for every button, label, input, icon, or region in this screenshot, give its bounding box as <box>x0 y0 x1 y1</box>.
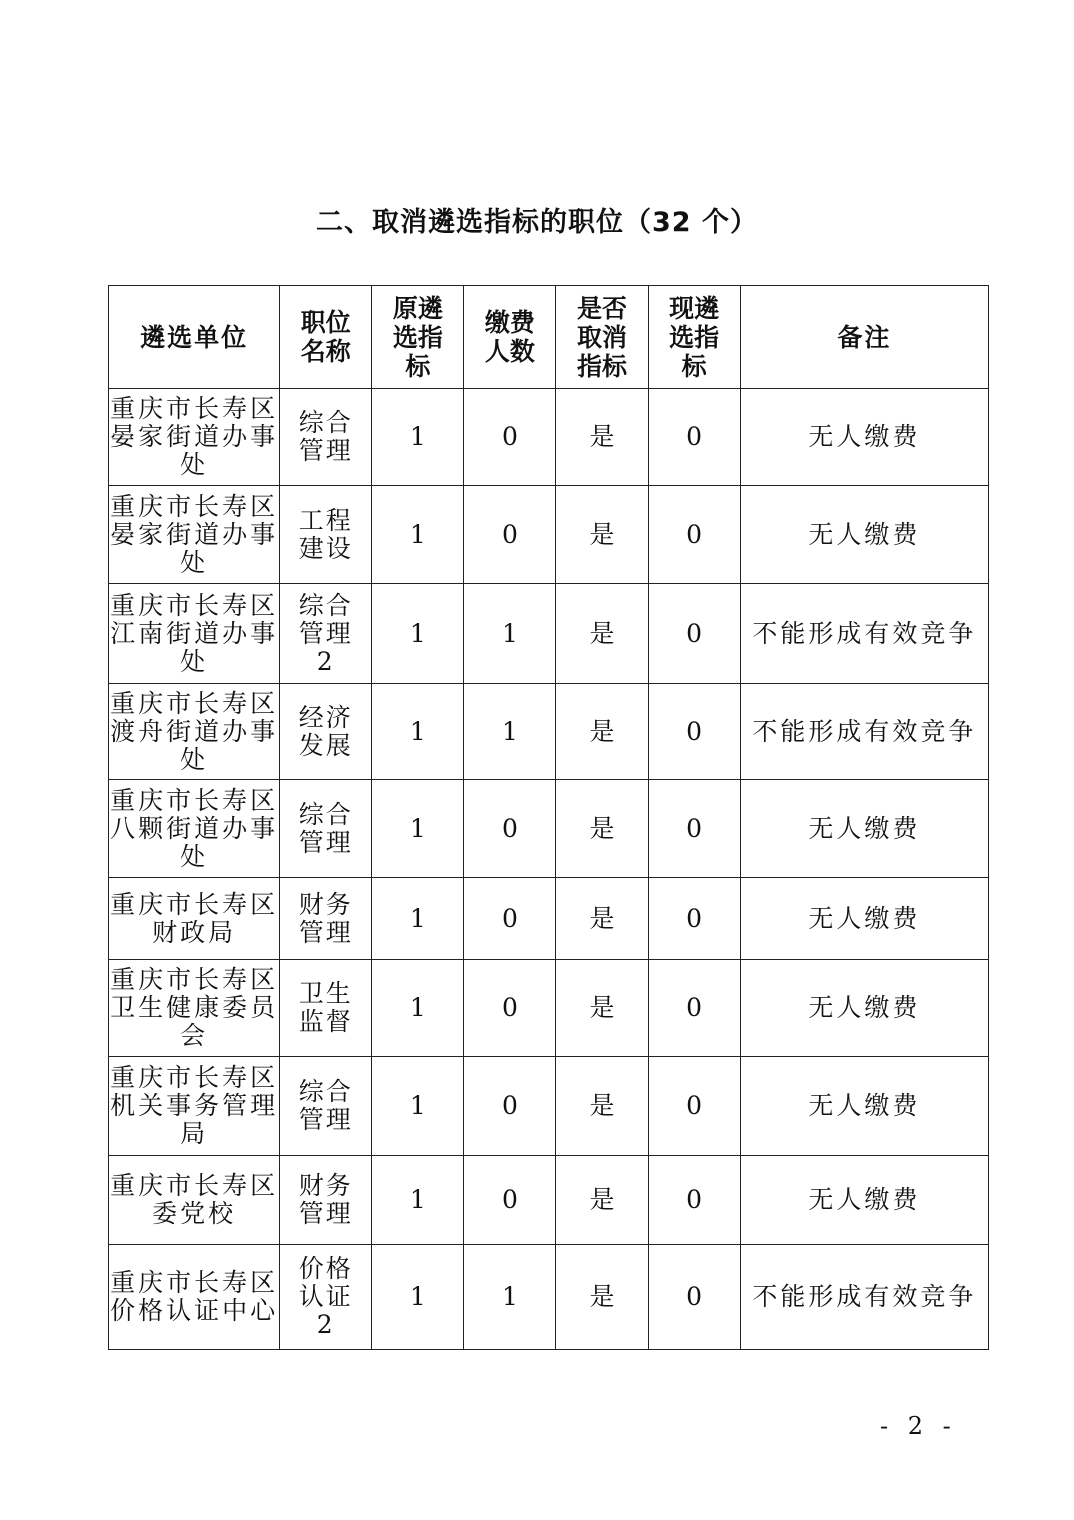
cell-position <box>280 584 372 684</box>
position-line: 建设 <box>298 533 353 563</box>
cell-note: 无人缴费 <box>740 960 988 1057</box>
table-row <box>109 584 989 684</box>
cell-paid-count: 0 <box>464 960 556 1057</box>
header-paid-count-text: 缴费人数 <box>484 308 535 366</box>
cell-current-quota: 0 <box>648 1156 740 1245</box>
cell-note: 无人缴费 <box>740 1057 988 1156</box>
cell-position <box>280 684 372 780</box>
table-row <box>109 1057 989 1156</box>
header-original-quota-text: 原遴选指标 <box>392 293 443 381</box>
page-title: 二、取消遴选指标的职位（32 个） <box>316 207 758 238</box>
cell-cancel: 是 <box>556 960 648 1057</box>
cell-cancel: 是 <box>556 389 648 486</box>
header-current-quota-text: 现遴选指标 <box>669 293 720 381</box>
cell-current-quota: 0 <box>648 878 740 960</box>
table-row <box>109 389 989 486</box>
table-header-row <box>109 286 989 389</box>
cell-unit: 重庆市长寿区卫生健康委员会 <box>109 960 280 1057</box>
table-row <box>109 1156 989 1245</box>
cell-cancel: 是 <box>556 684 648 780</box>
position-line: 财务 <box>298 1171 353 1200</box>
cell-unit: 重庆市长寿区财政局 <box>109 878 280 960</box>
cell-paid-count: 0 <box>464 389 556 486</box>
cell-paid-count: 1 <box>464 684 556 780</box>
position-line: 卫生 <box>298 979 353 1008</box>
cell-original-quota: 1 <box>372 389 464 486</box>
cell-paid-count: 0 <box>464 878 556 960</box>
position-line: 价格 <box>298 1254 353 1283</box>
cell-original-quota: 1 <box>372 1156 464 1245</box>
cell-paid-count: 0 <box>464 1057 556 1156</box>
cell-position <box>280 878 372 960</box>
position-line: 管理 <box>298 827 353 857</box>
position-line: 管理 <box>298 917 353 947</box>
table-row <box>109 878 989 960</box>
position-line: 财务 <box>298 889 353 919</box>
cell-unit: 重庆市长寿区晏家街道办事处 <box>109 389 280 486</box>
position-line: 管理 <box>298 436 353 465</box>
cell-original-quota: 1 <box>372 960 464 1057</box>
cell-cancel: 是 <box>556 486 648 584</box>
cell-unit: 重庆市长寿区委党校 <box>109 1156 280 1245</box>
cell-current-quota: 0 <box>648 486 740 584</box>
cell-position <box>280 486 372 584</box>
position-line: 2 <box>316 1310 335 1339</box>
cell-current-quota: 0 <box>648 960 740 1057</box>
cell-unit: 重庆市长寿区价格认证中心 <box>109 1245 280 1350</box>
cell-current-quota: 0 <box>648 1245 740 1350</box>
cell-cancel: 是 <box>556 878 648 960</box>
cell-current-quota: 0 <box>648 584 740 684</box>
cell-position <box>280 960 372 1057</box>
position-line: 监督 <box>298 1007 353 1036</box>
position-line: 发展 <box>298 730 353 760</box>
position-line: 2 <box>316 646 335 676</box>
cell-unit: 重庆市长寿区渡舟街道办事处 <box>109 684 280 780</box>
position-line: 经济 <box>298 702 353 732</box>
cell-position <box>280 1156 372 1245</box>
header-cancel <box>556 286 648 389</box>
cell-position <box>280 389 372 486</box>
cell-unit: 重庆市长寿区江南街道办事处 <box>109 584 280 684</box>
cell-original-quota: 1 <box>372 878 464 960</box>
position-line: 管理 <box>298 1105 353 1134</box>
cell-unit: 重庆市长寿区机关事务管理局 <box>109 1057 280 1156</box>
cell-cancel: 是 <box>556 1057 648 1156</box>
header-paid-count <box>464 286 556 389</box>
page-number: - 2 - <box>880 1412 957 1440</box>
position-line: 综合 <box>298 590 353 620</box>
header-position-text: 职位名称 <box>300 308 351 366</box>
cell-current-quota: 0 <box>648 389 740 486</box>
cell-note: 不能形成有效竞争 <box>740 584 988 684</box>
cell-paid-count: 1 <box>464 584 556 684</box>
cell-original-quota: 1 <box>372 684 464 780</box>
cell-paid-count: 0 <box>464 486 556 584</box>
header-note: 备注 <box>740 286 988 389</box>
cell-paid-count: 0 <box>464 780 556 878</box>
table-row <box>109 1245 989 1350</box>
cell-original-quota: 1 <box>372 1057 464 1156</box>
cell-cancel: 是 <box>556 1156 648 1245</box>
cell-note: 无人缴费 <box>740 878 988 960</box>
position-line: 认证 <box>298 1282 353 1311</box>
cell-original-quota: 1 <box>372 584 464 684</box>
cell-note: 不能形成有效竞争 <box>740 1245 988 1350</box>
cell-paid-count: 0 <box>464 1156 556 1245</box>
cell-cancel: 是 <box>556 584 648 684</box>
header-cancel-text: 是否取消指标 <box>577 293 628 381</box>
cell-position <box>280 1245 372 1350</box>
cell-current-quota: 0 <box>648 1057 740 1156</box>
cell-position <box>280 780 372 878</box>
position-line: 综合 <box>298 1077 353 1106</box>
cell-current-quota: 0 <box>648 684 740 780</box>
cell-paid-count: 1 <box>464 1245 556 1350</box>
position-line: 工程 <box>298 505 353 535</box>
cell-cancel: 是 <box>556 780 648 878</box>
cell-note: 不能形成有效竞争 <box>740 684 988 780</box>
cancelled-positions-table <box>108 285 989 1350</box>
header-current-quota <box>648 286 740 389</box>
header-unit: 遴选单位 <box>109 286 280 389</box>
table-row <box>109 486 989 584</box>
cell-unit: 重庆市长寿区晏家街道办事处 <box>109 486 280 584</box>
position-line: 综合 <box>298 408 353 437</box>
header-original-quota <box>372 286 464 389</box>
position-line: 管理 <box>298 618 353 648</box>
position-line: 综合 <box>298 799 353 829</box>
table-row <box>109 960 989 1057</box>
cell-original-quota: 1 <box>372 486 464 584</box>
cell-note: 无人缴费 <box>740 389 988 486</box>
cell-original-quota: 1 <box>372 780 464 878</box>
cell-cancel: 是 <box>556 1245 648 1350</box>
position-line: 管理 <box>298 1199 353 1228</box>
cell-current-quota: 0 <box>648 780 740 878</box>
cell-note: 无人缴费 <box>740 486 988 584</box>
table-row <box>109 684 989 780</box>
table-row <box>109 780 989 878</box>
cell-note: 无人缴费 <box>740 1156 988 1245</box>
cell-unit: 重庆市长寿区八颗街道办事处 <box>109 780 280 878</box>
cell-original-quota: 1 <box>372 1245 464 1350</box>
cell-position <box>280 1057 372 1156</box>
cell-note: 无人缴费 <box>740 780 988 878</box>
header-position <box>280 286 372 389</box>
